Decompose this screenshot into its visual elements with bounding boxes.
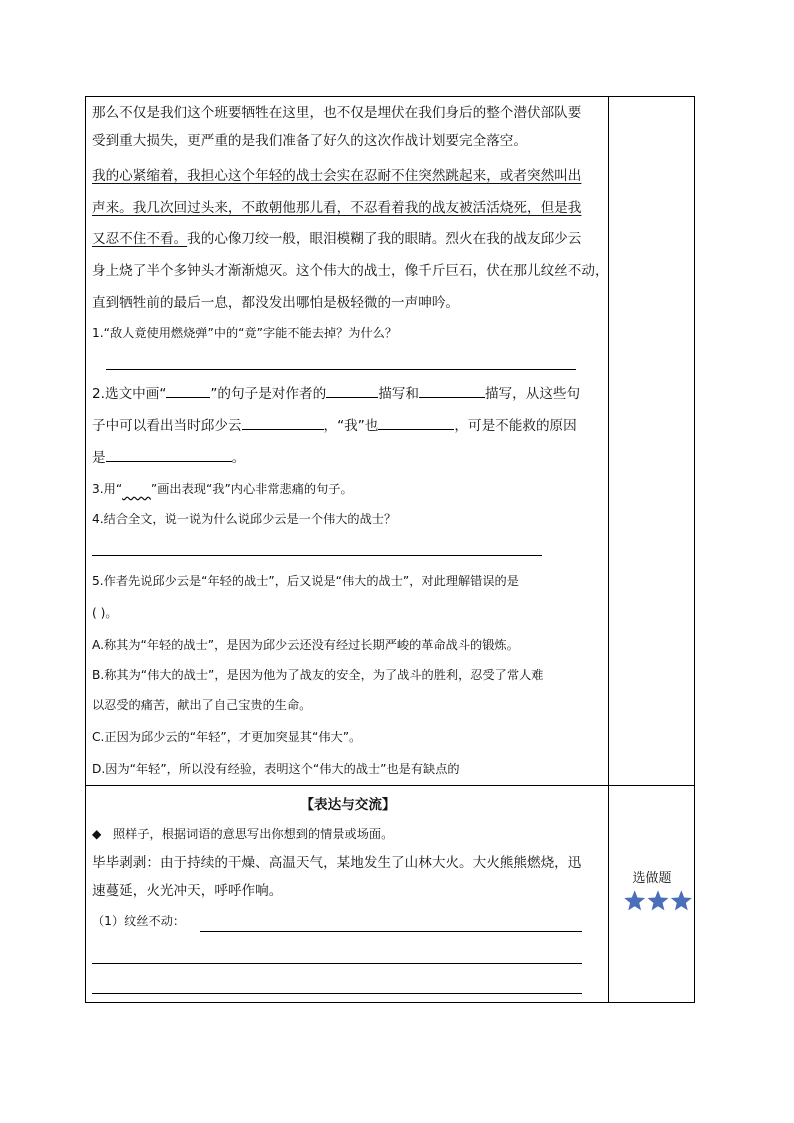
passage-line-1: 那么不仅是我们这个班要牺牲在这里，也不仅是埋伏在我们身后的整个潜伏部队要 [92,105,582,121]
passage-line-3: 我的心紧缩着，我担心这个年轻的战士会实在忍耐不住突然跳起来，或者突然叫出 [92,168,582,184]
answer-blank-2d[interactable] [378,415,454,430]
optional-label: 选做题 [632,871,672,886]
question-3: 3.用“ ”画出表现“我”内心非常悲痛的句子。 [92,482,353,496]
passage-line-5 [92,229,581,249]
passage-line-5-rest: 我的心像刀绞一般，眼泪模糊了我的眼睛。烈火在我的战友邱少云 [187,231,582,247]
answer-line-q1[interactable] [106,369,576,370]
question-5-line-2: ( )。 [92,606,118,620]
answer-blank-2b[interactable] [419,383,485,398]
passage-line-4: 声来。我几次回过头来，不敢朝他那儿看，不忍看着我的战友被活活烧死，但是我 [92,200,582,216]
answer-line-3[interactable] [92,993,582,994]
option-b-line-2: 以忍受的痛苦，献出了自己宝贵的生命。 [92,698,312,712]
answer-blank-2e[interactable] [106,447,232,462]
passage-line-2: 受到重大损失，更严重的是我们准备了好久的这次作战计划要完全落空。 [92,133,527,149]
option-a: A.称其为“年轻的战士”，是因为邱少云还没有经过长期严峻的革命战斗的锻炼。 [92,638,519,652]
answer-blank-2c[interactable] [242,415,324,430]
underlined-sentence-end: 又忍不住不看。 [92,231,188,247]
passage-line-7: 直到牺牲前的最后一息，都没发出哪怕是极轻微的一声呻吟。 [92,295,460,311]
optional-cell [609,785,695,1003]
row-divider [86,785,694,786]
answer-line-item1[interactable] [200,931,582,932]
passage-line-6: 身上烧了半个多钟头才渐渐熄灭。这个伟大的战士，像千斤巨石，伏在那儿纹丝不动， [92,263,609,279]
difficulty-stars [623,889,693,913]
question-2-line-1: 2.选文中画“ ”的句子是对作者的 描写和 描写，从这些句 [92,383,580,404]
example-line-1: 毕毕剥剥：由于持续的干燥、高温天气，某地发生了山林大火。大火熊熊燃烧，迅 [92,855,582,871]
question-2-line-2: 子中可以看出当时邱少云 ，“我”也 ，可是不能救的原因 [92,415,577,436]
answer-blank-2a[interactable] [326,383,378,398]
option-c: C.正因为邱少云的“年轻”，才更加突显其“伟大”。 [92,730,362,744]
item-1-label: （1）纹丝不动： [92,914,186,928]
question-2-line-3: 是 。 [92,447,245,468]
worksheet-table [85,96,695,1003]
star-icon [671,890,692,910]
option-b-line-1: B.称其为“伟大的战士”，是因为他为了战友的安全，为了战斗的胜利，忍受了常人难 [92,668,544,682]
question-1: 1.“敌人竟使用燃烧弹”中的“竟”字能不能去掉？为什么？ [92,326,398,340]
question-5-line-1: 5.作者先说邱少云是“年轻的战士”，后又说是“伟大的战士”，对此理解错误的是 [92,574,519,588]
bullet-icon: ◆ [92,827,102,841]
section-title: 【表达与交流】 [300,797,396,813]
instruction-line: ◆ 照样子，根据词语的意思写出你想到的情景或场面。 [92,827,394,841]
star-icon [648,890,669,910]
option-d: D.因为“年轻”，所以没有经验，表明这个“伟大的战士”也是有缺点的 [92,762,460,776]
wavy-marker [122,482,151,496]
example-line-2: 速蔓延，火光冲天，呼呼作响。 [92,883,283,899]
question-4: 4.结合全文，说一说为什么说邱少云是一个伟大的战士？ [92,512,397,526]
star-icon [624,890,645,910]
answer-line-q4[interactable] [92,555,542,556]
answer-line-2[interactable] [92,963,582,964]
marker-blank [166,383,210,398]
